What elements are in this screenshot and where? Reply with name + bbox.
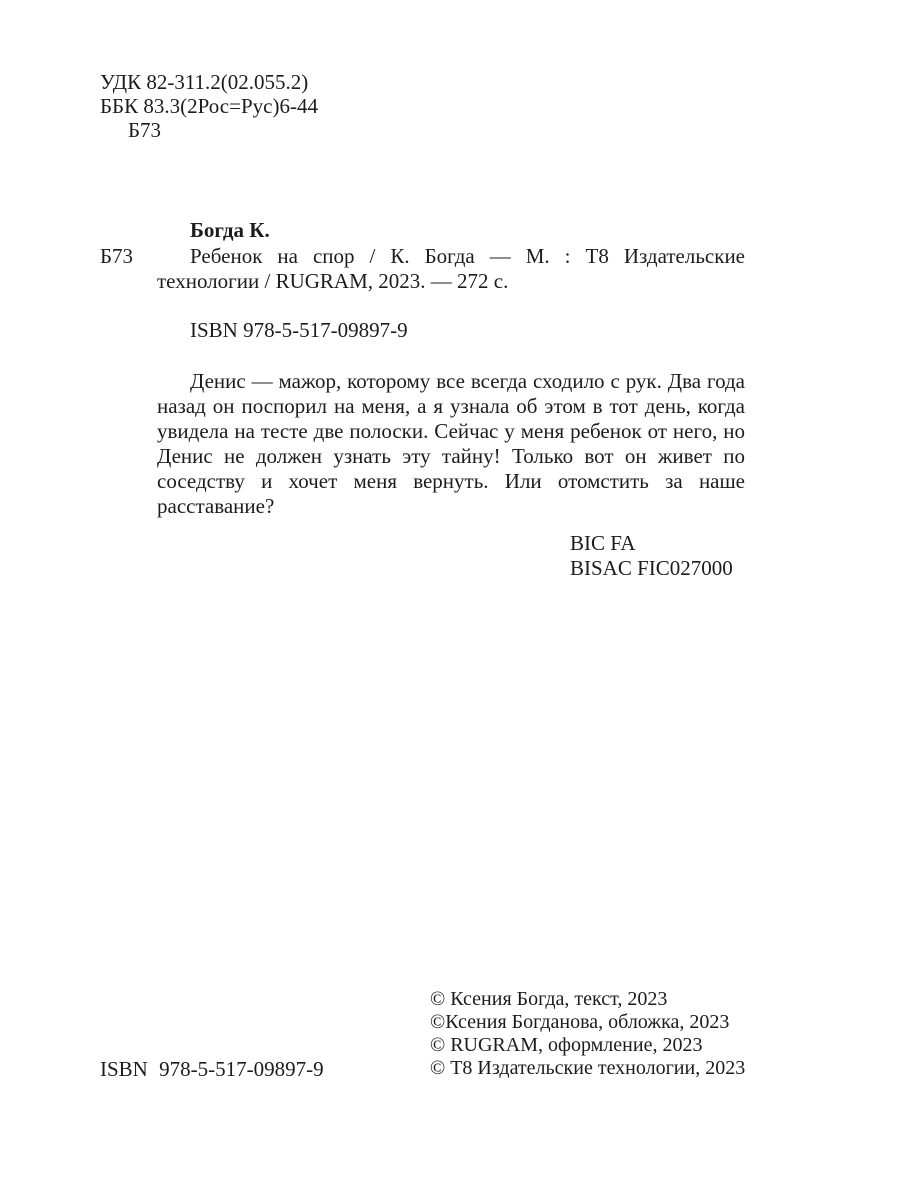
author-heading: Богда К. [190, 218, 270, 242]
footer-isbn: ISBN 978-5-517-09897-9 [100, 1057, 324, 1081]
catalog-entry-text: Ребенок на спор / К. Богда — М. : Т8 Издательские технологии / RUGRAM, 2023. — 272 с. [157, 244, 745, 293]
udk-code: УДК 82-311.2(02.055.2) [100, 70, 309, 94]
copyright-line-text: © Ксения Богда, текст, 2023 [430, 988, 668, 1010]
imprint-block [100, 218, 745, 581]
copyright-block [430, 988, 745, 1080]
margin-code: Б73 [100, 244, 134, 268]
copyright-line-cover: ©Ксения Богданова, обложка, 2023 [430, 1011, 730, 1033]
bbk-code: ББК 83.3(2Рос=Рус)6-44 [100, 94, 318, 118]
annotation-paragraph: Денис — мажор, которому все всегда сходило с рук. Два года назад он поспорил на меня, а я узнала об этом в тот день, когда увидела на тесте две полоски. Сейчас у меня ребенок от него, но Денис не должен узнать эту тайну! Только вот он живет по соседству и хочет меня вернуть. Или отомстить за наше расставание? [157, 369, 745, 518]
copyright-line-design: © RUGRAM, оформление, 2023 [430, 1034, 703, 1056]
bisac-code: BISAC FIC027000 [570, 556, 733, 580]
copyright-line-publisher: © Т8 Издательские технологии, 2023 [430, 1057, 746, 1079]
bic-code: BIC FA [570, 531, 636, 555]
isbn-line: ISBN 978-5-517-09897-9 [190, 318, 408, 342]
authority-code: Б73 [128, 118, 162, 142]
classification-block [570, 531, 745, 581]
catalog-entry [100, 244, 745, 294]
cataloging-codes-block [100, 70, 318, 142]
